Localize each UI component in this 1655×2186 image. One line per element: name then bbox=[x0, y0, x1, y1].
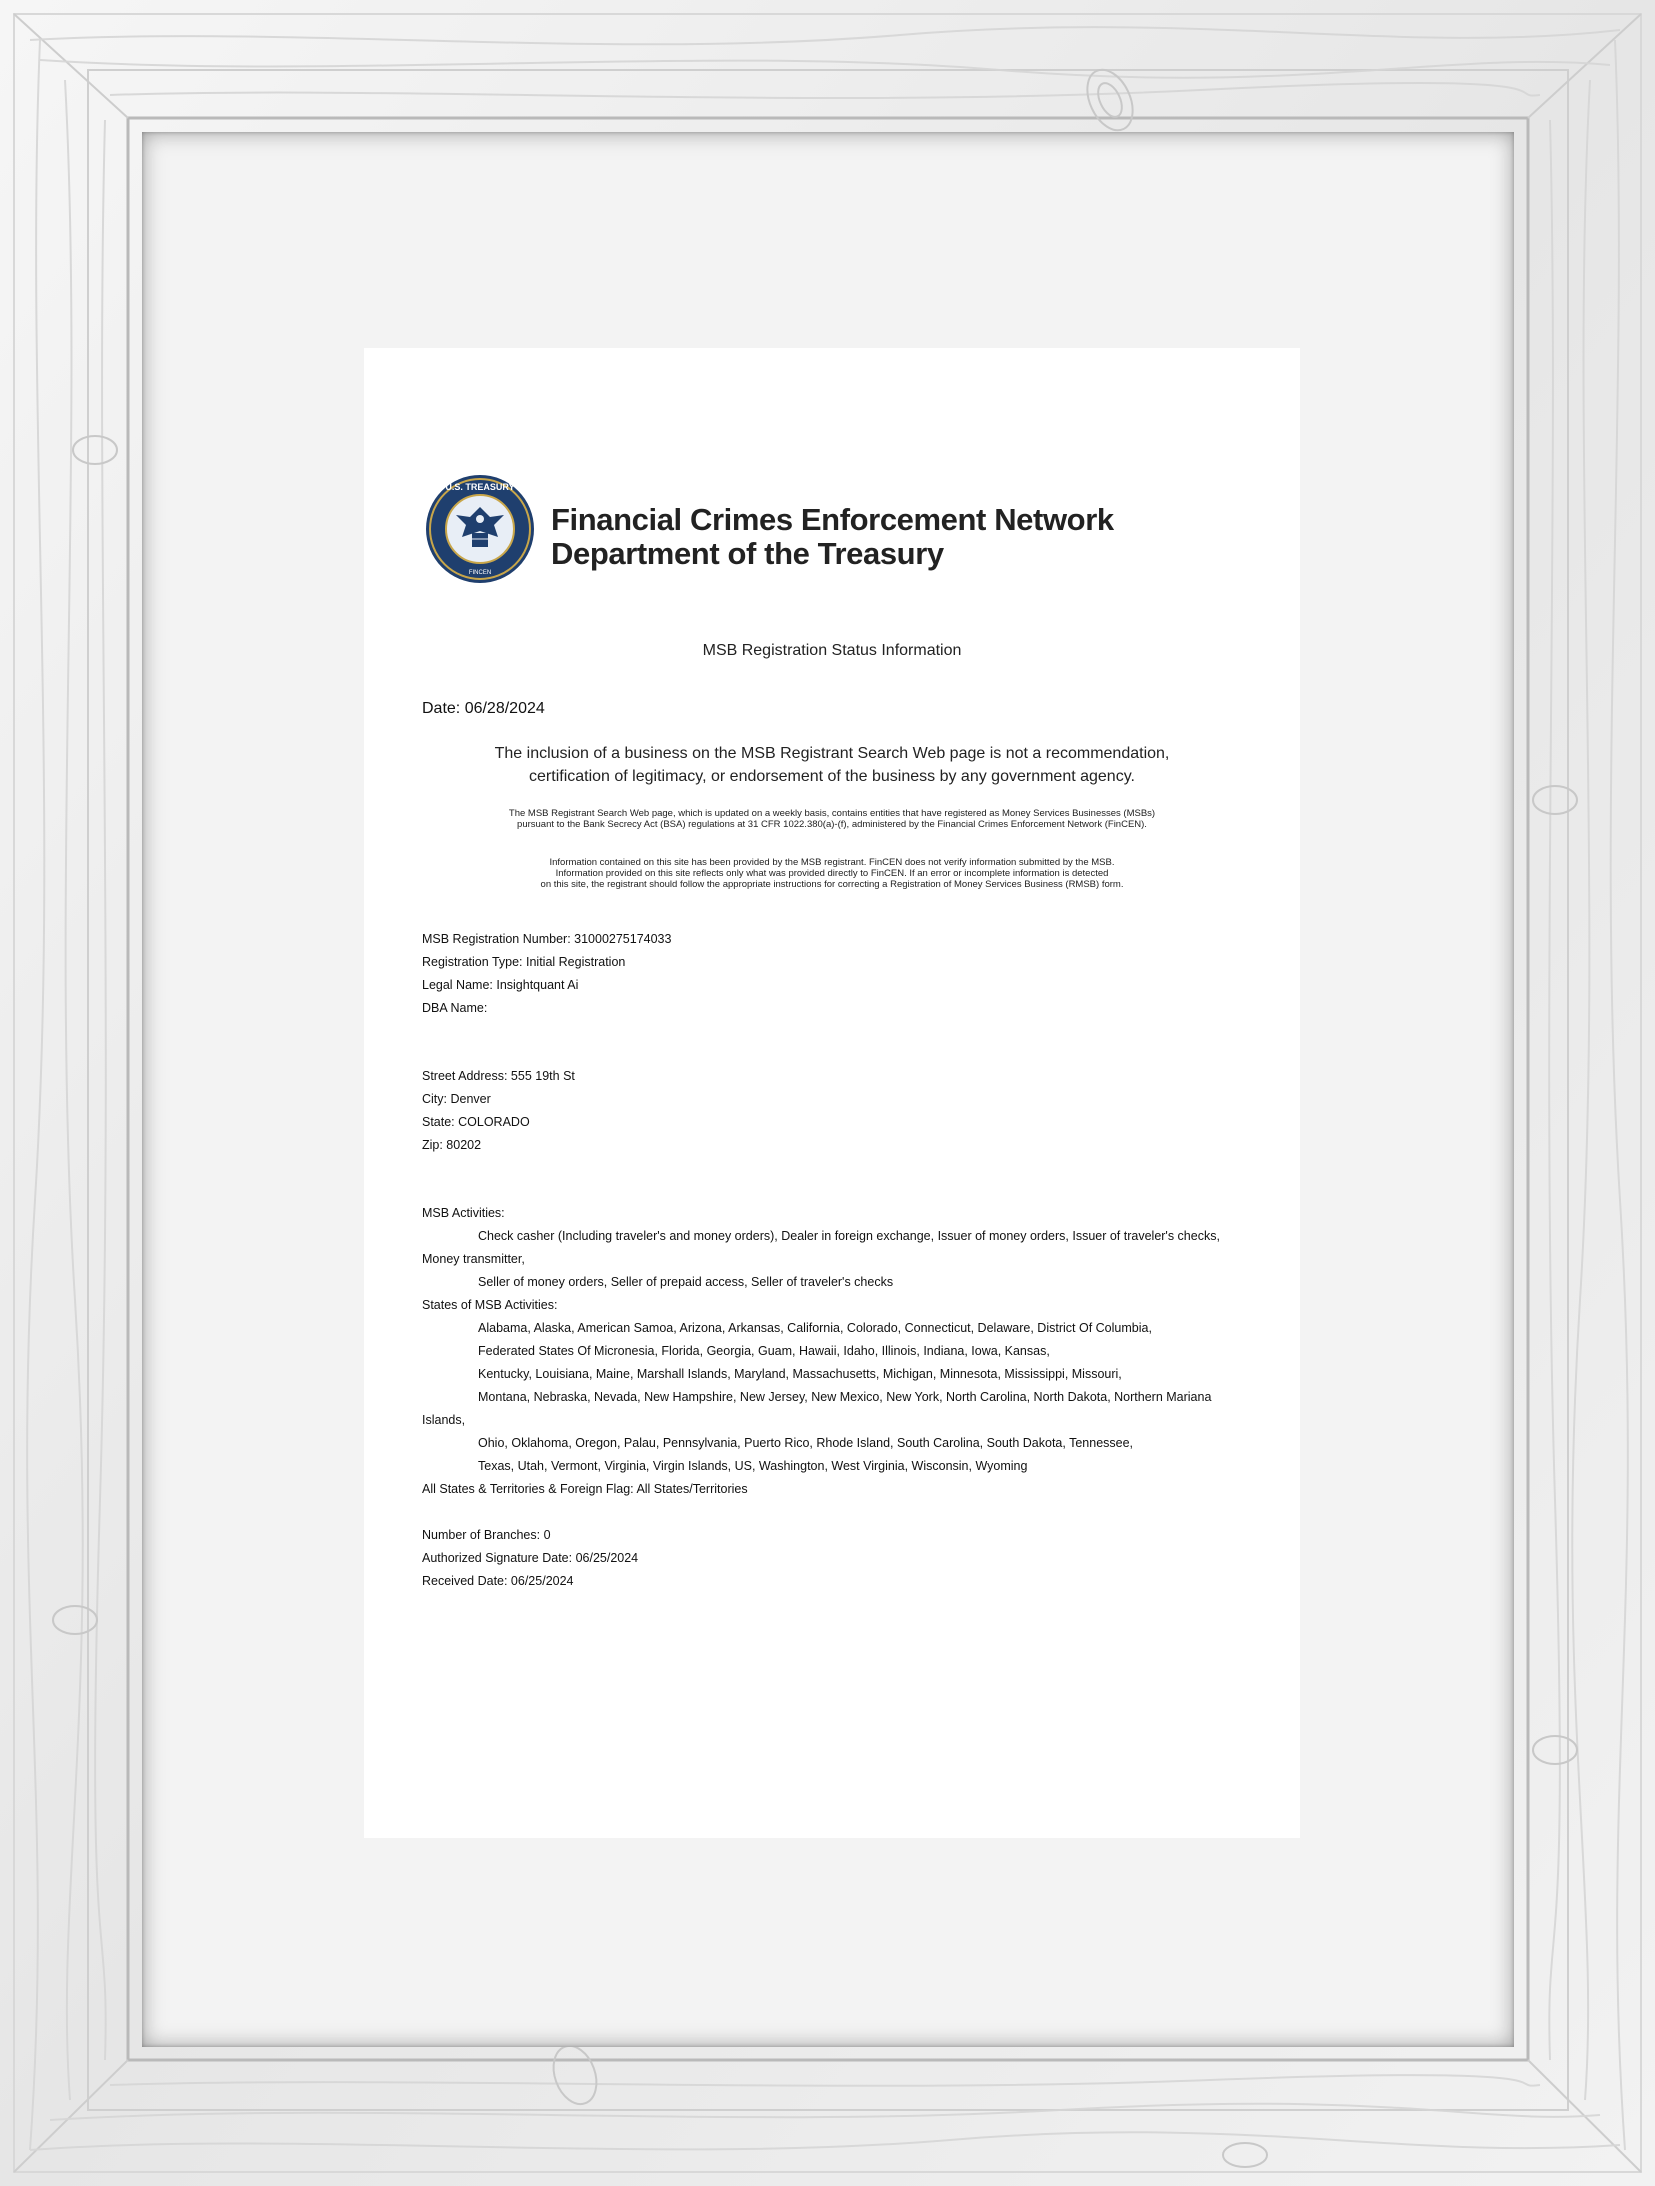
msb-activities-line: Seller of money orders, Seller of prepaid access, Seller of traveler's checks bbox=[478, 1275, 894, 1289]
treasury-seal-icon bbox=[424, 473, 536, 585]
city: City: Denver bbox=[422, 1092, 491, 1106]
svg-text:FINCEN: FINCEN bbox=[468, 570, 492, 576]
org-line-1: Financial Crimes Enforcement Network bbox=[551, 502, 1114, 537]
all-states-flag: All States & Territories & Foreign Flag: All States/Territories bbox=[422, 1482, 748, 1496]
legal-name: Legal Name: Insightquant Ai bbox=[422, 978, 579, 992]
msb-activities-label: MSB Activities: bbox=[422, 1206, 505, 1220]
received-date: Received Date: 06/25/2024 bbox=[422, 1574, 574, 1588]
svg-text:U.S. TREASURY: U.S. TREASURY bbox=[445, 482, 515, 492]
document-title: MSB Registration Status Information bbox=[702, 642, 962, 659]
state: State: COLORADO bbox=[422, 1115, 530, 1129]
states-line: Ohio, Oklahoma, Oregon, Palau, Pennsylvania, Puerto Rico, Rhode Island, South Carolina, South Dakota, Tennessee, bbox=[478, 1436, 1134, 1450]
states-line: Islands, bbox=[422, 1413, 466, 1427]
states-line: Alabama, Alaska, American Samoa, Arizona, Arkansas, California, Colorado, Connecticut, Delaware, District Of Columbia, bbox=[478, 1321, 1152, 1335]
org-line-2: Department of the Treasury bbox=[551, 536, 944, 571]
states-line: Texas, Utah, Vermont, Virginia, Virgin Islands, US, Washington, West Virginia, Wisconsin, Wyoming bbox=[478, 1459, 1028, 1473]
disclaimer-line-1: The inclusion of a business on the MSB Registrant Search Web page is not a recommendation, bbox=[494, 745, 1170, 762]
fine-print-line: Information contained on this site has been provided by the MSB registrant. FinCEN does not verify information submitted by the MSB. bbox=[549, 857, 1115, 868]
states-line: Federated States Of Micronesia, Florida, Georgia, Guam, Hawaii, Idaho, Illinois, Indiana, Iowa, Kansas, bbox=[478, 1344, 1050, 1358]
fine-print-line: on this site, the registrant should follow the appropriate instructions for correcting a Registration of Money Services Business (RMSB) form. bbox=[540, 879, 1124, 890]
msb-activities-line: Money transmitter, bbox=[422, 1252, 525, 1266]
authorized-signature-date: Authorized Signature Date: 06/25/2024 bbox=[422, 1551, 639, 1565]
registration-type: Registration Type: Initial Registration bbox=[422, 955, 626, 969]
fine-print-line: pursuant to the Bank Secrecy Act (BSA) regulations at 31 CFR 1022.380(a)-(f), administered by the Financial Crimes Enforcement Network (FinCEN). bbox=[517, 819, 1147, 830]
organization-name bbox=[551, 503, 1114, 571]
fine-print-line: Information provided on this site reflects only what was provided directly to FinCEN. If an error or incomplete information is detected bbox=[555, 868, 1109, 879]
document-date: Date: 06/28/2024 bbox=[422, 700, 545, 717]
states-line: Montana, Nebraska, Nevada, New Hampshire, New Jersey, New Mexico, New York, North Carolina, North Dakota, Northern Mariana bbox=[478, 1390, 1212, 1404]
fine-print-line: The MSB Registrant Search Web page, which is updated on a weekly basis, contains entities that have registered as Money Services Businesses (MSBs) bbox=[508, 808, 1156, 819]
street-address: Street Address: 555 19th St bbox=[422, 1069, 575, 1083]
certificate-page bbox=[364, 348, 1300, 1838]
disclaimer bbox=[424, 742, 1240, 788]
dba-name: DBA Name: bbox=[422, 1001, 488, 1015]
fine-print-information bbox=[394, 857, 1270, 890]
states-label: States of MSB Activities: bbox=[422, 1298, 558, 1312]
zip: Zip: 80202 bbox=[422, 1138, 482, 1152]
states-line: Kentucky, Louisiana, Maine, Marshall Islands, Maryland, Massachusetts, Michigan, Minnesota, Mississippi, Missouri, bbox=[478, 1367, 1122, 1381]
registration-number: MSB Registration Number: 31000275174033 bbox=[422, 932, 672, 946]
fine-print-bsa bbox=[394, 808, 1270, 830]
disclaimer-line-2: certification of legitimacy, or endorsement of the business by any government agency. bbox=[529, 768, 1135, 785]
msb-activities-line: Check casher (Including traveler's and money orders), Dealer in foreign exchange, Issuer of money orders, Issuer of traveler's checks, bbox=[478, 1229, 1220, 1243]
number-of-branches: Number of Branches: 0 bbox=[422, 1528, 551, 1542]
